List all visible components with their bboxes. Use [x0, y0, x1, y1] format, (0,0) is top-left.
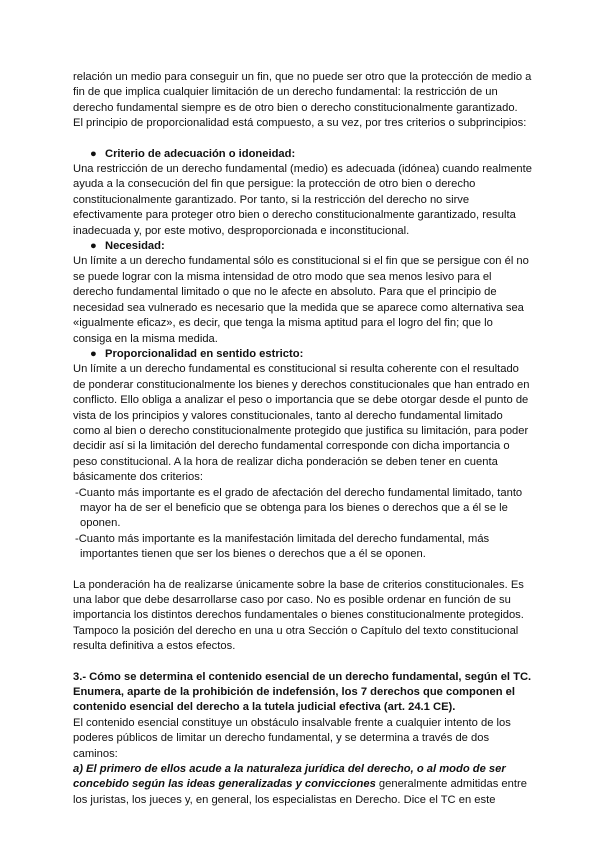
- paragraph-gap: [73, 132, 542, 147]
- bullet-title: Necesidad:: [105, 240, 165, 253]
- text-line: 3.- Cómo se determina el contenido esencial de un derecho fundamental, según el TC.: [73, 670, 532, 683]
- ponderacion-paragraph: [73, 578, 542, 655]
- text-line: Una restricción de un derecho fundamental (medio) es adecuada (idónea) cuando realmente: [73, 163, 532, 176]
- text-line: importantes tienen que ser los bienes o derechos que a él se oponen.: [80, 548, 426, 561]
- text-line: a) El primero de ellos acude a la naturaleza jurídica del derecho, o al modo de ser: [73, 763, 506, 776]
- text-line: conflicto. Ello obliga a analizar el peso o importancia que se debe otorgar desde el punto de: [73, 394, 529, 407]
- text-line: una labor que debe desarrollarse caso por caso. No es posible ordenar en función de su: [73, 594, 511, 606]
- text-line: La ponderación ha de realizarse únicamente sobre la base de criterios constitucionales. Es: [73, 578, 524, 591]
- text-line: caminos:: [73, 747, 118, 760]
- text-line: «igualmente eficaz», es decir, que tenga la misma aptitud para el logro del fin; que lo: [73, 317, 493, 330]
- text-line: resulta definitiva a estos efectos.: [73, 640, 236, 653]
- text-line: básicamente dos criterios:: [73, 471, 203, 484]
- text-line: constitucionalmente garantizado. Por tanto, si la restricción del derecho no sirve: [73, 193, 470, 206]
- text-line: importancia los distintos derechos fundamentales o bienes constitucionalmente protegidos.: [73, 609, 524, 622]
- text-line: Enumera, aparte de la prohibición de indefensión, los 7 derechos que componen el: [73, 686, 515, 699]
- text-line: derecho fundamental limitado o que no le afecte en absoluto. Para que el principio de: [73, 286, 497, 299]
- text-line: decidir así si la limitación del derecho fundamental corresponde con dicha importancia o: [73, 440, 510, 453]
- text-line: inadecuada y, por este motivo, desproporcionada e inconstitucional.: [73, 224, 410, 237]
- adecuacion-paragraph: [73, 162, 542, 239]
- intro-paragraph: [73, 70, 542, 132]
- text-line: vista de los principios y valores constitucionales, tanto al derecho fundamental limitado: [73, 409, 503, 422]
- text-line: oponen.: [80, 517, 121, 530]
- necesidad-paragraph: [73, 254, 542, 346]
- text-line: Un límite a un derecho fundamental es constitucional si resulta coherente con el resultado: [73, 363, 519, 376]
- text-line: ayuda a la consecución del fin que persigue: la protección de otro bien o derecho: [73, 178, 476, 191]
- bullet-dot-icon: ●: [90, 147, 97, 160]
- text-line: Un límite a un derecho fundamental sólo es constitucional si el fin que se persigue con él no: [73, 255, 529, 268]
- text-line: El contenido esencial constituye un obstáculo insalvable frente a cualquier intento de los: [73, 716, 511, 729]
- text-line: fin de que implica cualquier limitación de un derecho fundamental: la restricción de un: [73, 86, 498, 99]
- text-line: contenido esencial del derecho a la tutela judicial efectiva (art. 24.1 CE).: [73, 701, 456, 714]
- text-line: se puede lograr con la misma intensidad de otro modo que sea menos lesivo para el: [73, 270, 492, 283]
- bullet-dot-icon: ●: [90, 347, 97, 360]
- contenido-esencial-paragraph: [73, 716, 542, 762]
- proporcionalidad-paragraph: [73, 362, 542, 485]
- camino-a-paragraph: [73, 762, 542, 808]
- text-line: El principio de proporcionalidad está compuesto, a su vez, por tres criterios o subprincipios:: [73, 117, 527, 130]
- text-line: poderes públicos de limitar un derecho fundamental, y se determina a través de dos: [73, 732, 490, 745]
- text-line: -Cuanto más importante es la manifestación limitada del derecho fundamental, más: [75, 532, 490, 545]
- bullet-dot-icon: ●: [90, 240, 97, 253]
- plain-text: generalmente admitidas entre: [375, 778, 527, 791]
- text-line: efectivamente para proteger otro bien o derecho constitucionalmente garantizado, resulta: [73, 209, 516, 222]
- criterio-2: [73, 532, 542, 563]
- bullet-adecuacion: [73, 147, 542, 162]
- text-line: consiga en la misma medida.: [73, 332, 218, 345]
- criterio-1: [73, 486, 542, 532]
- bullet-necesidad: [73, 239, 542, 254]
- text-line: -Cuanto más importante es el grado de afectación del derecho fundamental limitado, tanto: [75, 486, 523, 499]
- text-line: mayor ha de ser el beneficio que se obtenga para los bienes o derechos que a él se le: [80, 501, 508, 514]
- text-line: como al bien o derecho constitucionalmente protegido que justifica su limitación, para poder: [73, 424, 529, 437]
- question-heading: [73, 670, 542, 716]
- text-line: los juristas, los jueces y, en general, los especialistas en Derecho. Dice el TC en este: [73, 793, 496, 806]
- text-line: [73, 777, 542, 792]
- text-line: peso constitucional. A la hora de realizar dicha ponderación se deben tener en cuenta: [73, 455, 498, 468]
- paragraph-gap: [73, 563, 542, 578]
- text-line: Tampoco la posición del derecho en una u otra Sección o Capítulo del texto constitucional: [73, 624, 519, 637]
- text-line: de ponderar constitucionalmente los bienes y derechos constitucionales que han entrado en: [73, 378, 530, 391]
- bullet-title: Proporcionalidad en sentido estricto:: [105, 347, 304, 360]
- text-line: relación un medio para conseguir un fin, que no puede ser otro que la protección de medio a: [73, 71, 532, 83]
- bullet-proporcionalidad: [73, 347, 542, 362]
- bullet-title: Criterio de adecuación o idoneidad:: [105, 147, 296, 160]
- emphasis-text: concebido según las ideas generalizadas y convicciones: [73, 778, 376, 791]
- paragraph-gap: [73, 655, 542, 670]
- text-line: derecho fundamental siempre es de otro bien o derecho constitucionalmente garantizado.: [73, 101, 518, 114]
- text-line: necesidad sea vulnerado es necesario que la medida que se aparece como alternativa sea: [73, 301, 524, 314]
